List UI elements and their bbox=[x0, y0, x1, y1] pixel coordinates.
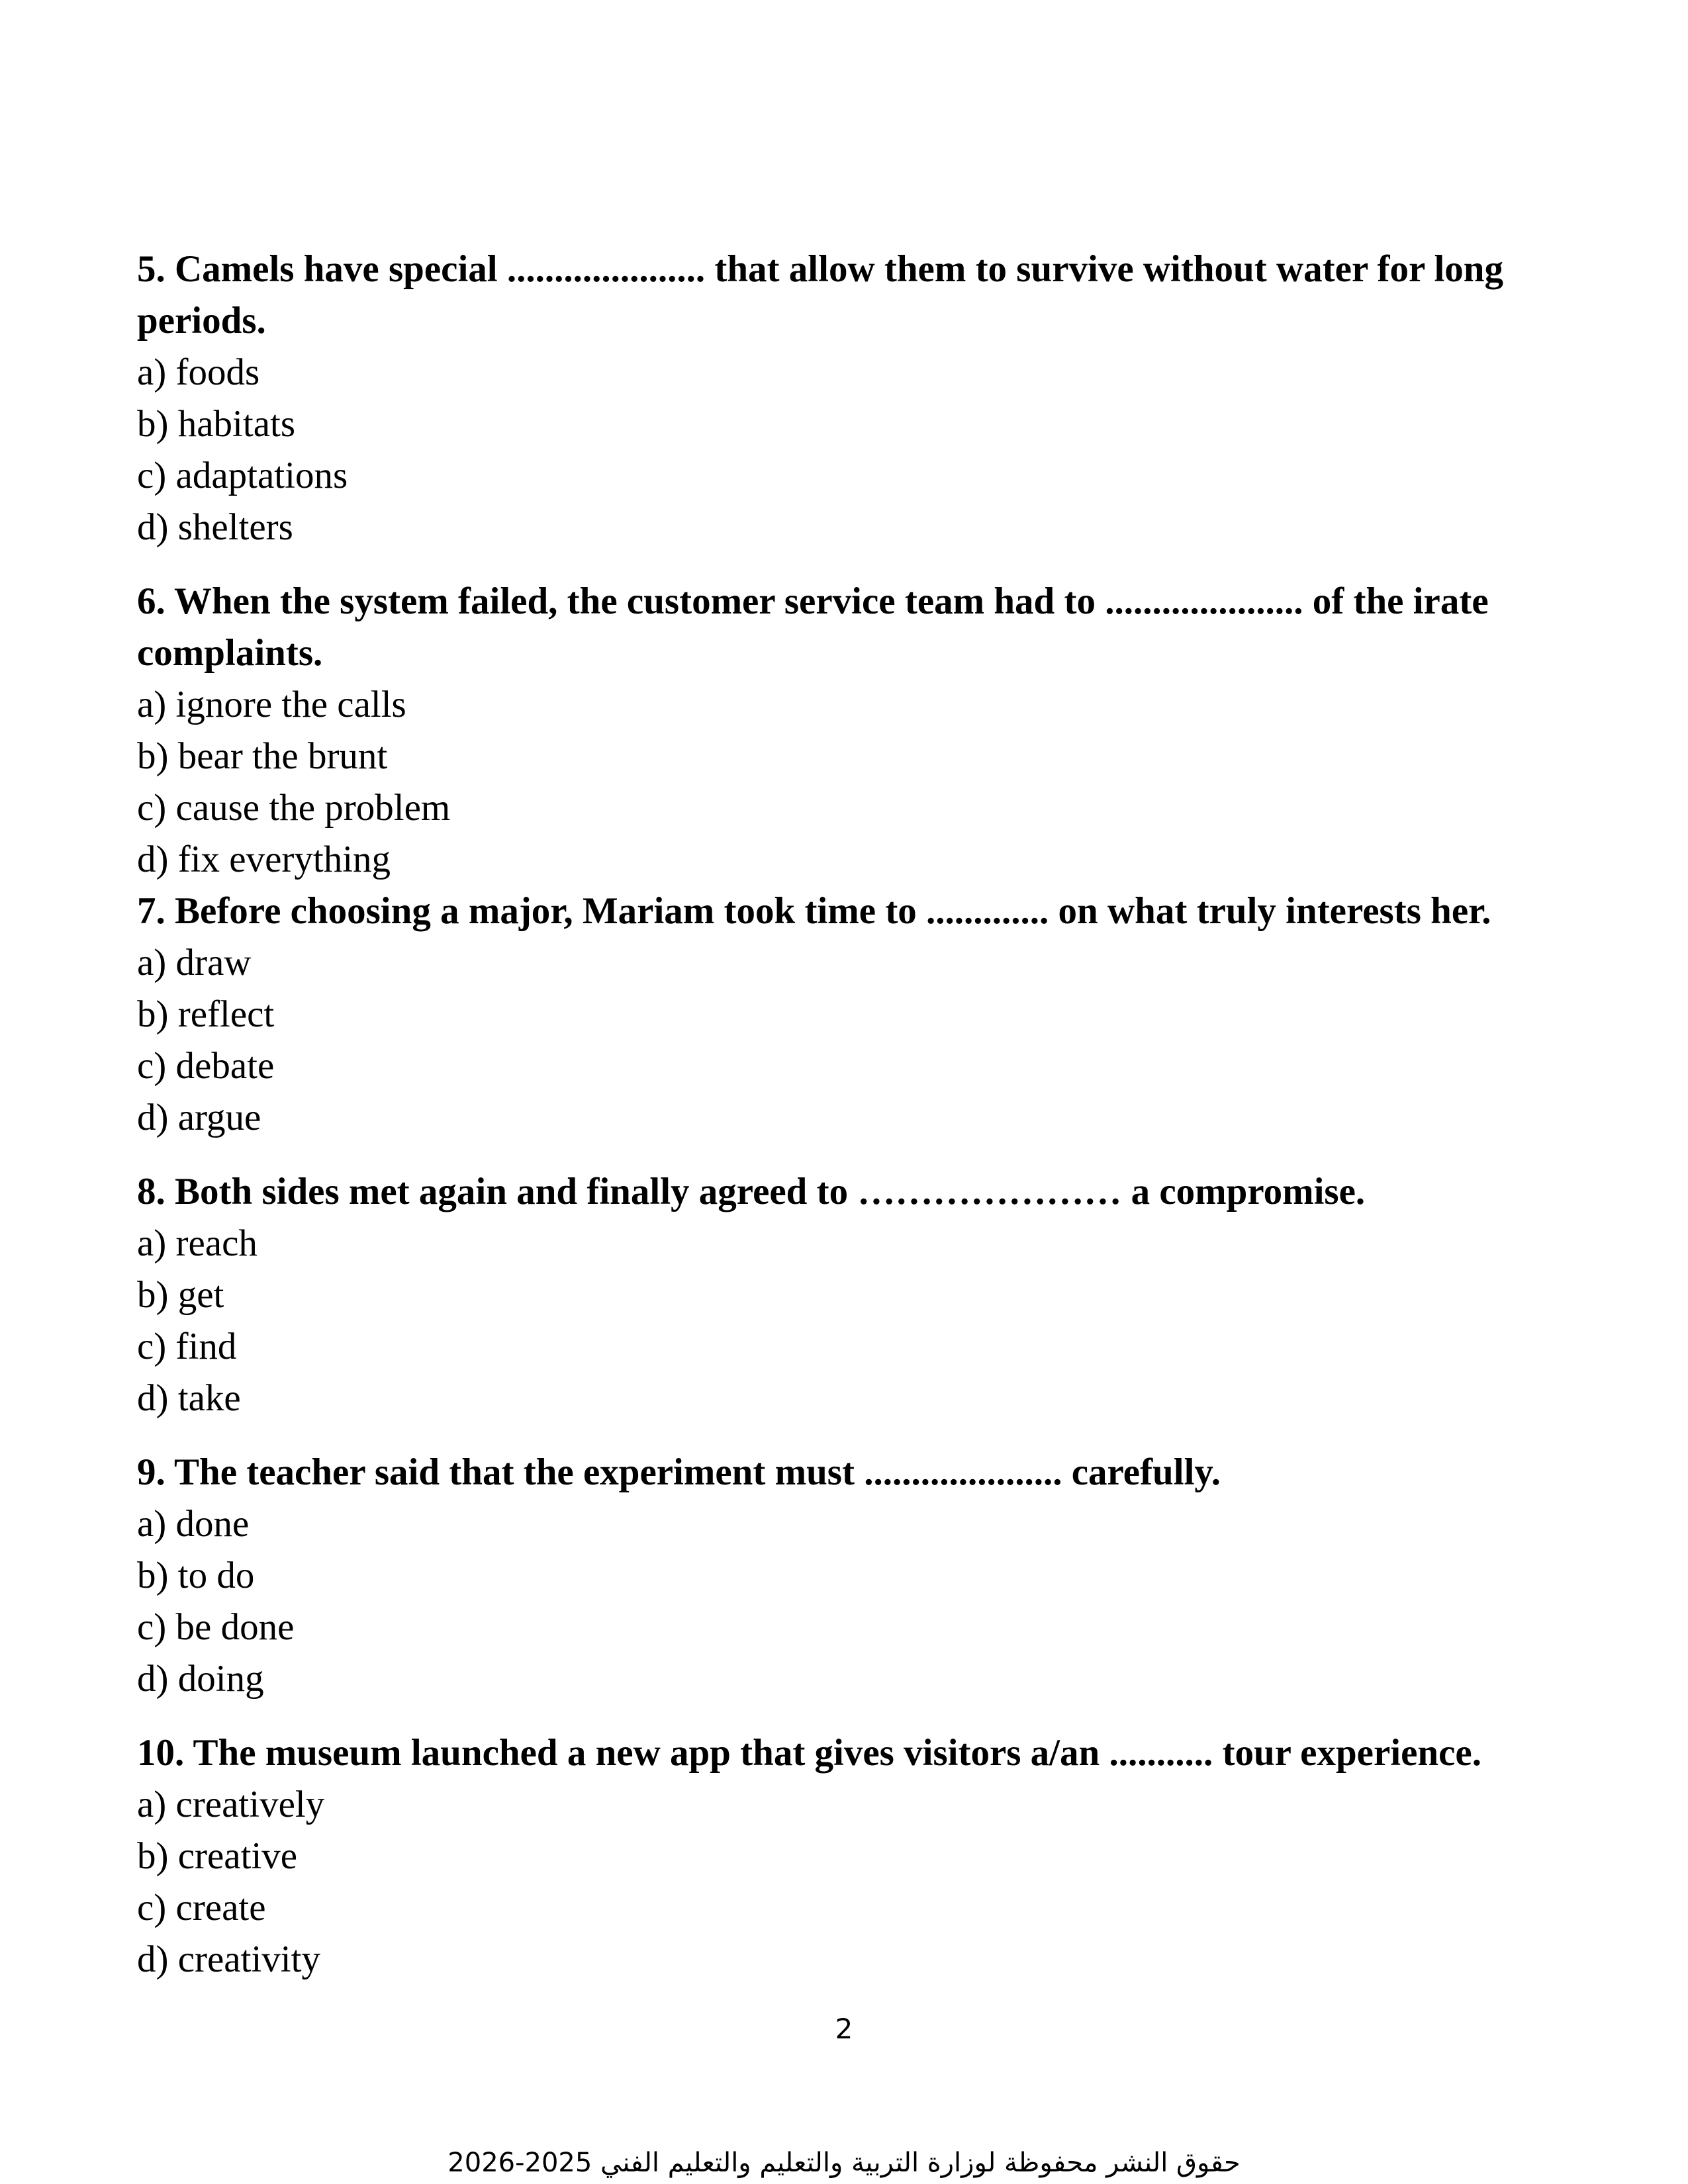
option-b: b) reflect bbox=[137, 993, 275, 1035]
question-10 bbox=[137, 1727, 1554, 1985]
page-number: 2 bbox=[835, 2013, 853, 2045]
options-list bbox=[137, 937, 1554, 1144]
option-c: c) debate bbox=[137, 1045, 275, 1087]
option-a: a) foods bbox=[137, 351, 260, 393]
question-text: 5. Camels have special ..................... that allow them to survive without water for long periods. bbox=[137, 248, 1503, 341]
options-list bbox=[137, 1218, 1554, 1424]
option-b: b) creative bbox=[137, 1835, 298, 1877]
question-text: 6. When the system failed, the customer service team had to ..................... of the irate complaints. bbox=[137, 580, 1489, 674]
question-text: 9. The teacher said that the experiment must ..................... carefully. bbox=[137, 1451, 1221, 1493]
options-list bbox=[137, 1498, 1554, 1705]
question-9 bbox=[137, 1447, 1554, 1705]
options-list bbox=[137, 1779, 1554, 1985]
question-text: 7. Before choosing a major, Mariam took time to ............. on what truly interests her. bbox=[137, 890, 1491, 932]
option-c: c) be done bbox=[137, 1606, 295, 1648]
option-d: d) argue bbox=[137, 1097, 261, 1138]
question-8 bbox=[137, 1166, 1554, 1424]
option-b: b) bear the brunt bbox=[137, 735, 388, 777]
option-a: a) draw bbox=[137, 942, 252, 983]
option-a: a) ignore the calls bbox=[137, 684, 406, 725]
option-b: b) get bbox=[137, 1274, 224, 1316]
option-c: c) find bbox=[137, 1326, 237, 1367]
option-c: c) adaptations bbox=[137, 455, 348, 496]
copyright-footer: حقوق النشر محفوظة لوزارة التربية والتعليم والتعليم الفني 2025-2026 bbox=[447, 2148, 1241, 2178]
option-a: a) done bbox=[137, 1503, 250, 1545]
options-list bbox=[137, 347, 1554, 553]
question-text: 8. Both sides met again and finally agreed to ………………… a compromise. bbox=[137, 1171, 1366, 1212]
option-b: b) to do bbox=[137, 1555, 255, 1596]
option-d: d) fix everything bbox=[137, 839, 391, 880]
option-d: d) shelters bbox=[137, 506, 293, 548]
options-list bbox=[137, 679, 1554, 886]
question-6 bbox=[137, 576, 1554, 886]
question-7 bbox=[137, 886, 1554, 1144]
option-a: a) creatively bbox=[137, 1784, 325, 1825]
option-d: d) take bbox=[137, 1377, 241, 1419]
option-d: d) doing bbox=[137, 1658, 264, 1700]
question-list bbox=[137, 244, 1554, 1985]
option-c: c) cause the problem bbox=[137, 787, 451, 829]
question-5 bbox=[137, 244, 1554, 553]
question-text: 10. The museum launched a new app that gives visitors a/an ........... tour experience. bbox=[137, 1732, 1481, 1774]
option-d: d) creativity bbox=[137, 1938, 320, 1980]
option-a: a) reach bbox=[137, 1222, 258, 1264]
option-c: c) create bbox=[137, 1887, 266, 1929]
option-b: b) habitats bbox=[137, 403, 296, 445]
